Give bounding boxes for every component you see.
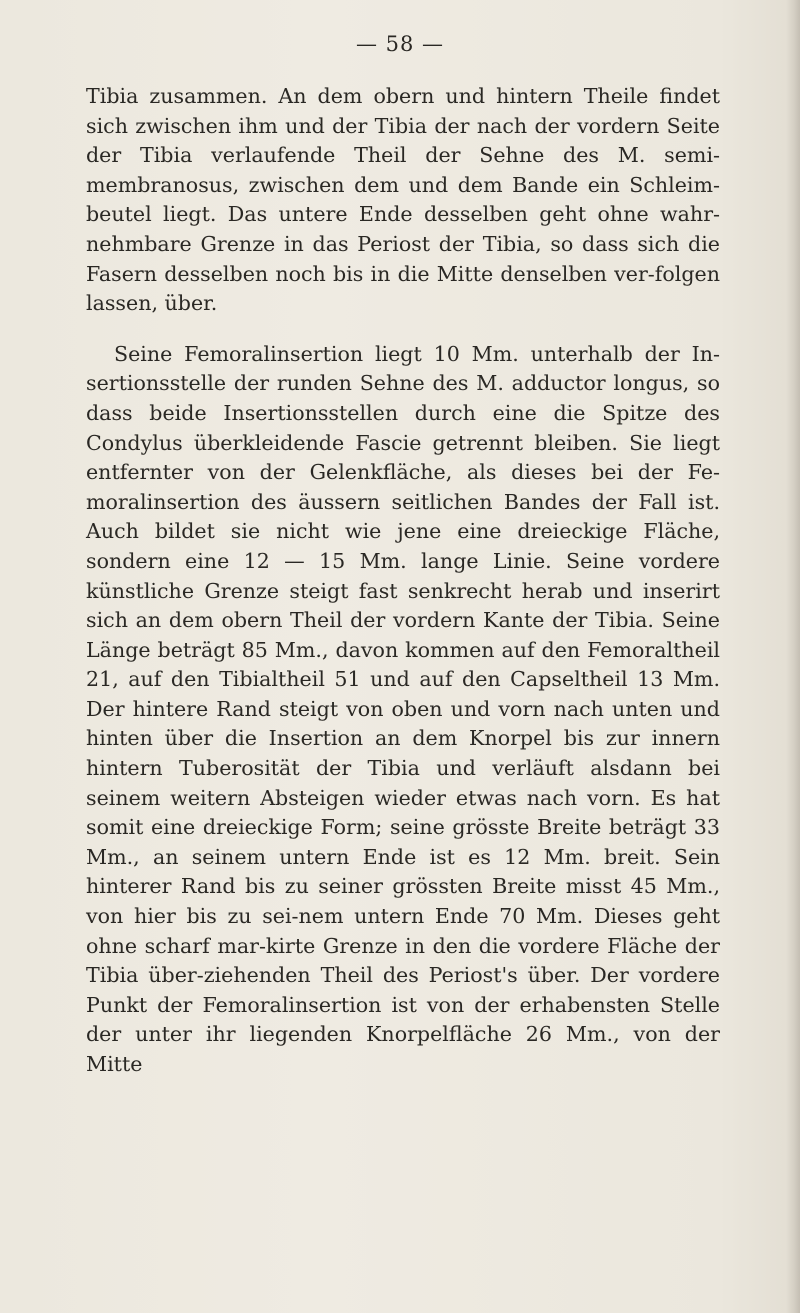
page-edge-shadow bbox=[786, 0, 800, 1313]
paragraph-1: Tibia zusammen. An dem obern und hintern Theile findet sich zwischen ihm und der Tibia der nach der vordern Seite der Tibia verlaufende Theil der Sehne des M. semi-membranosus, zwischen dem und dem Bande ein Schleim-beutel liegt. Das untere Ende desselben geht ohne wahr-nehmbare Grenze in das Periost der Tibia, so dass sich die Fasern desselben noch bis in die Mitte denselben ver-folgen lassen, über. bbox=[86, 84, 720, 316]
body-text bbox=[86, 82, 720, 1080]
paragraph-2: Seine Femoralinsertion liegt 10 Mm. unterhalb der In-sertionsstelle der runden Sehne des M. adductor longus, so dass beide Insertionsstellen durch eine die Spitze des Condylus überkleidende Fascie getrennt bleiben. Sie liegt entfernter von der Gelenkfläche, als dieses bei der Fe-moralinsertion des äussern seitlichen Bandes der Fall ist. Auch bildet sie nicht wie jene eine dreieckige Fläche, sondern eine 12 — 15 Mm. lange Linie. Seine vordere künstliche Grenze steigt fast senkrecht herab und inserirt sich an dem obern Theil der vordern Kante der Tibia. Seine Länge beträgt 85 Mm., davon kommen auf den Femoraltheil 21, auf den Tibialtheil 51 und auf den Capseltheil 13 Mm. Der hintere Rand steigt von oben und vorn nach unten und hinten über die Insertion an dem Knorpel bis zur innern hintern Tuberosität der Tibia und verläuft alsdann bei seinem weitern Absteigen wieder etwas nach vorn. Es hat somit eine dreieckige Form; seine grösste Breite beträgt 33 Mm., an seinem untern Ende ist es 12 Mm. breit. Sein hinterer Rand bis zu seiner grössten Breite misst 45 Mm., von hier bis zu sei-nem untern Ende 70 Mm. Dieses geht ohne scharf mar-kirte Grenze in den die vordere Fläche der Tibia über-ziehenden Theil des Periost's über. Der vordere Punkt der Femoralinsertion ist von der erhabensten Stelle der unter ihr liegenden Knorpelfläche 26 Mm., von der Mitte bbox=[86, 341, 720, 1076]
page-number: — 58 — bbox=[355, 32, 445, 56]
